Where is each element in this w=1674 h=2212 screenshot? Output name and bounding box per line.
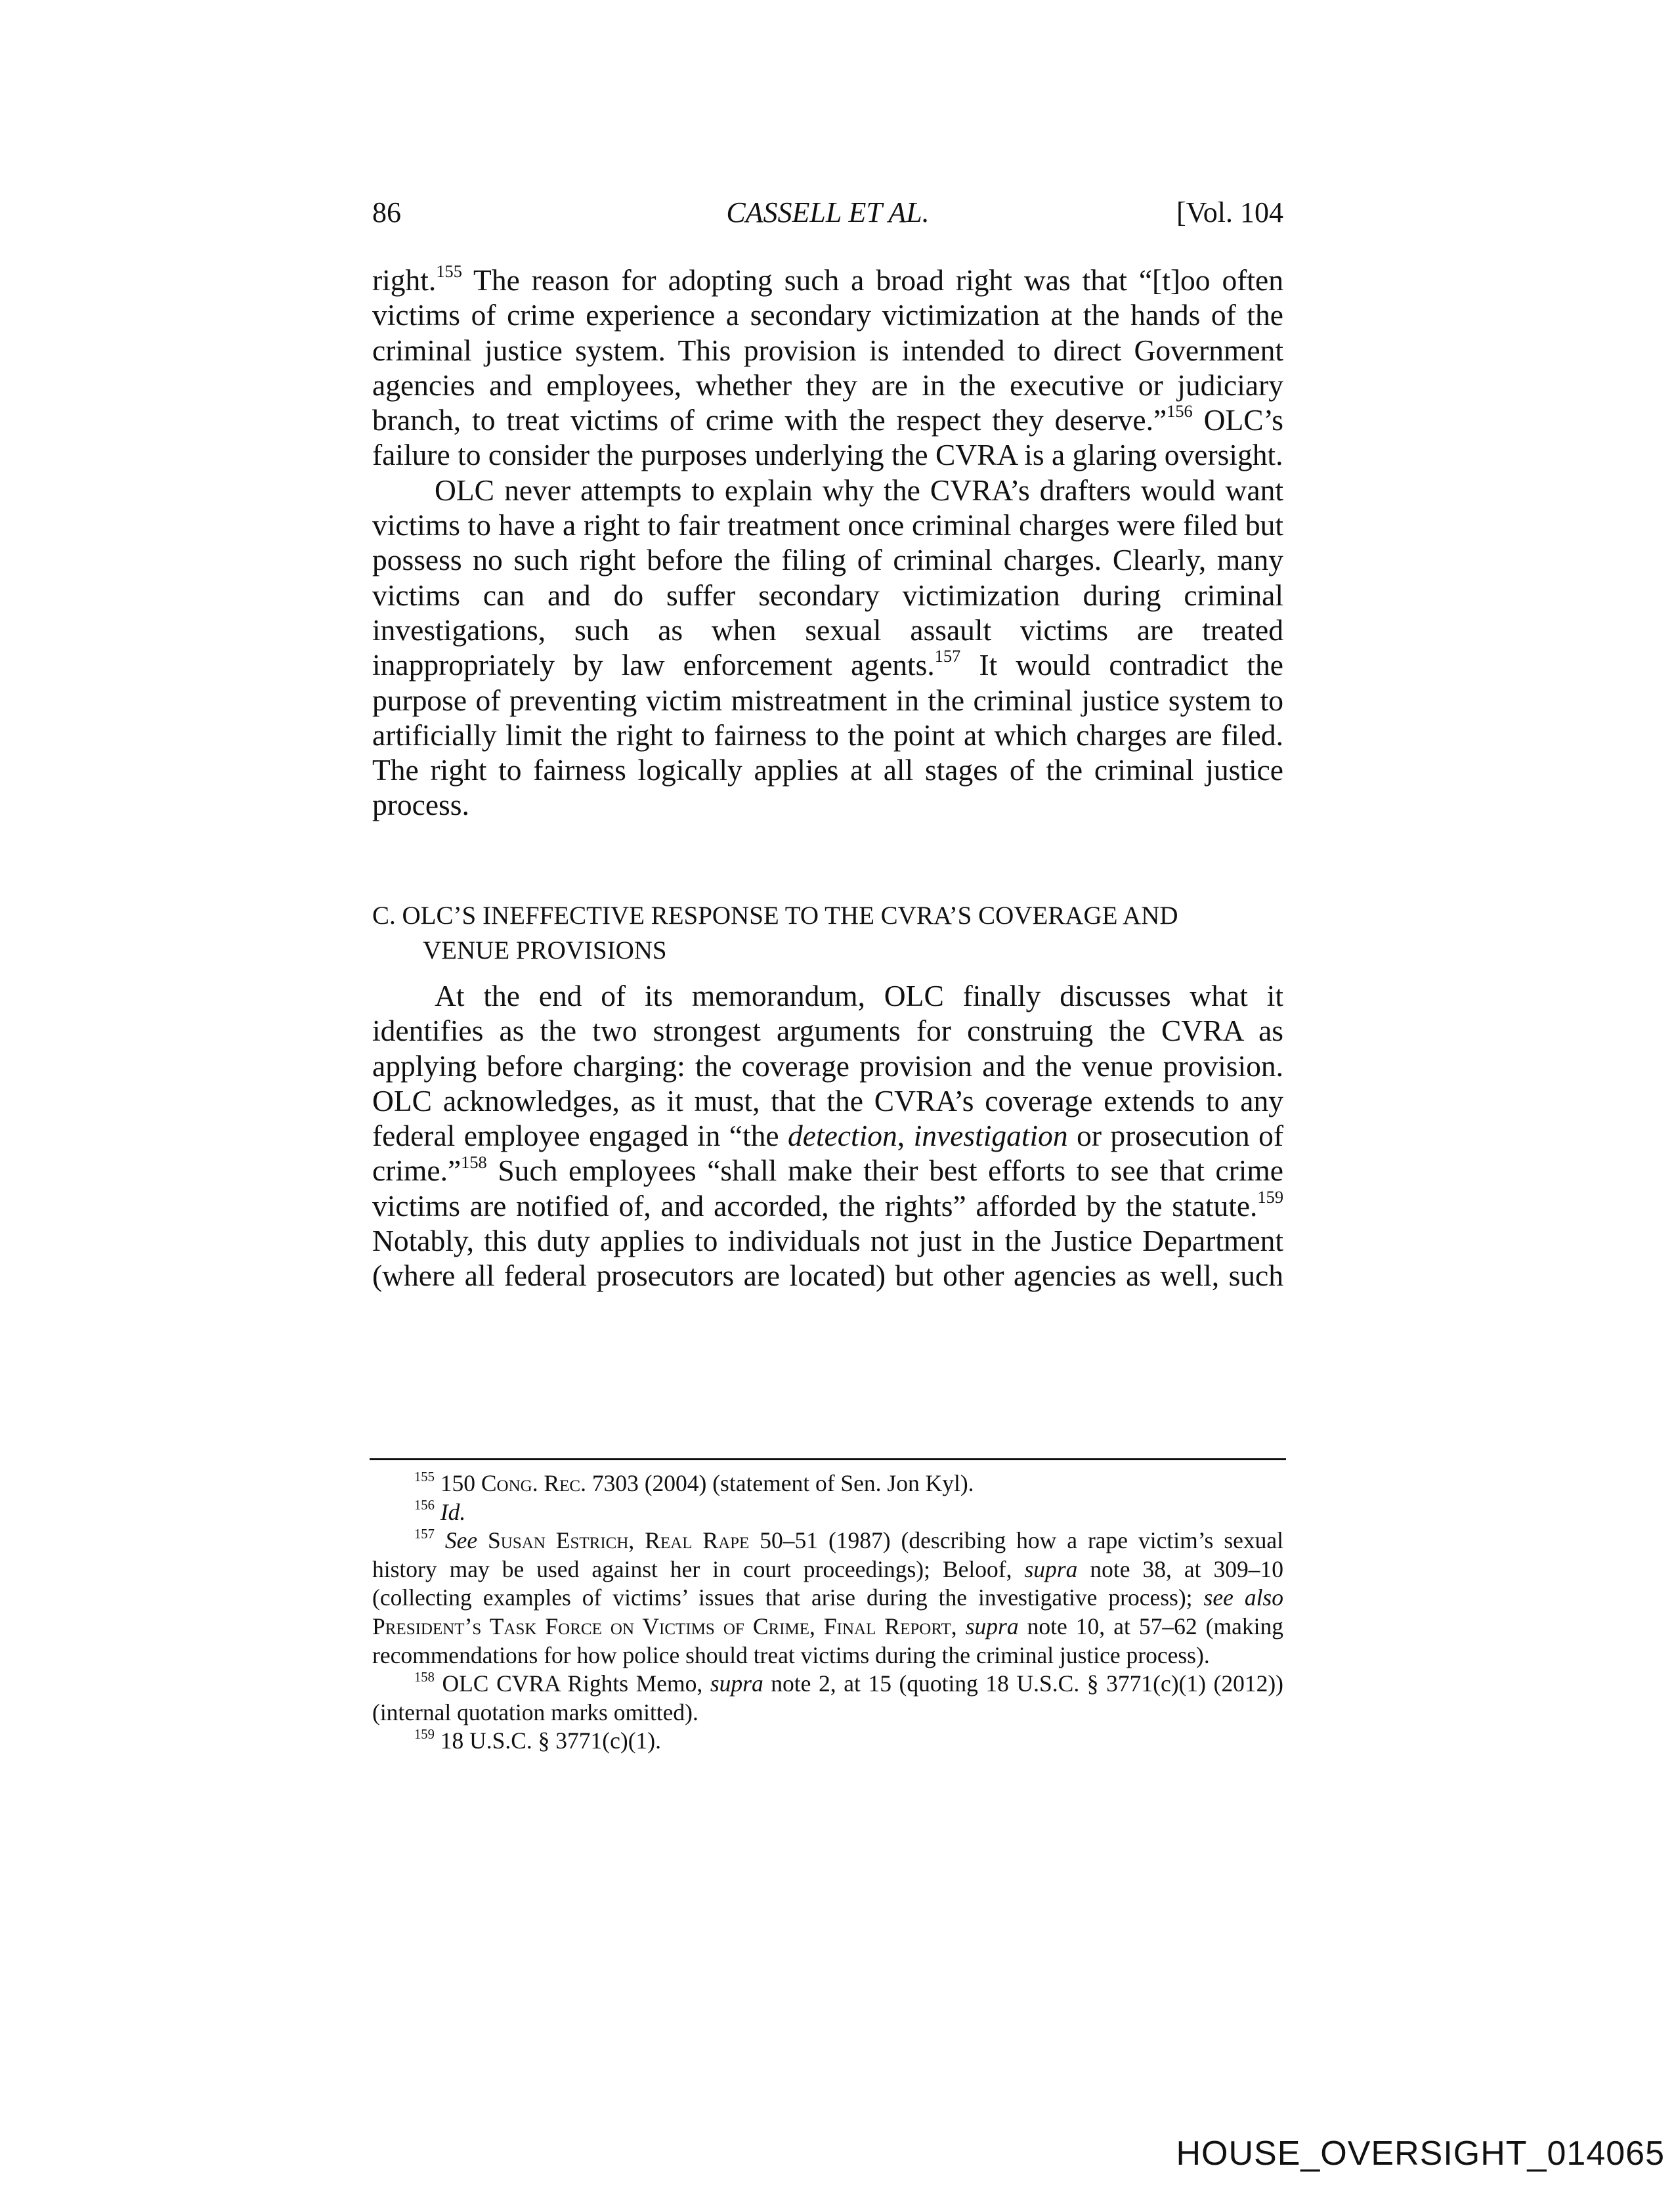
footnote-ref: 159 — [1257, 1187, 1283, 1207]
volume-label: [Vol. 104 — [1176, 196, 1283, 228]
footnote-ref: 155 — [436, 261, 462, 282]
footnote-159: $^{159}$ 18 U.S.C. § 3771(c)(1). — [414, 1727, 661, 1754]
footnote-ref: 158 — [461, 1152, 487, 1172]
footnote-157: $^{157}$ See Susan Estrich, Real Rape 50–51 (1987) (describing how a rape victim’s sexual history may be used against her in court proceedings); Beloof, supra note 38, at 309–10 (collecting examples of victims’ issues that arise during the investigative process); see also President’s Task Force on Victims of Crime, Final Report, supra note 10, at 57–62 (making recommendations for how police should treat victims during the criminal justice process). — [372, 1527, 1284, 1668]
paragraph-3: At the end of its memorandum, OLC finally discusses what it identifies as the two strongest arguments for construing the CVRA as applying before charging: the coverage provision and the venue provision. OLC acknowledges, as it must, that the CVRA’s coverage extends to any federal employee engaged in “the detection, investigation or prosecution of crime.”$^{158}$ Such employees “shall make their best efforts to see that crime victims are notified of, and accorded, the rights” afforded by the statute.$^{159}$ Notably, this duty applies to individuals not just in the Justice Department (where all federal prosecutors are located) but other agencies as well, such — [372, 979, 1283, 1293]
running-header — [372, 196, 1283, 235]
footnote-155: $^{155}$ 150 Cong. Rec. 7303 (2004) (statement of Sen. Jon Kyl). — [414, 1469, 974, 1496]
footnote-ref: 156 — [1167, 401, 1193, 422]
body-text-top — [372, 263, 1283, 823]
section-heading: C. OLC’S INEFFECTIVE RESPONSE TO THE CVRA’S COVERAGE AND VENUE PROVISIONS — [372, 901, 1178, 965]
footnote-158: $^{158}$ OLC CVRA Rights Memo, supra note 2, at 15 (quoting 18 U.S.C. § 3771(c)(1) (2012)) (internal quotation marks omitted). — [372, 1670, 1284, 1725]
running-head: CASSELL ET AL. — [726, 196, 930, 228]
bates-watermark: HOUSE_OVERSIGHT_014065 — [1176, 2135, 1665, 2173]
paragraph-2: OLC never attempts to explain why the CVRA’s drafters would want victims to have a right to fair treatment once criminal charges were filed but possess no such right before the filing of criminal charges. Clearly, many victims can and do suffer secondary victimization during criminal investigations, such as when sexual assault victims are treated inappropriately by law enforcement agents.$^{157}$ It would contradict the purpose of preventing victim mistreatment in the criminal justice system to artificially limit the right to fairness to the point at which charges are filed. The right to fairness logically applies at all stages of the criminal justice process. — [372, 473, 1283, 822]
paragraph-1: right.$^{155}$ The reason for adopting such a broad right was that “[t]oo often victims of crime experience a secondary victimization at the hands of the criminal justice system. This provision is intended to direct Government agencies and employees, whether they are in the executive or judiciary branch, to treat victims of crime with the respect they deserve.”$^{156}$ OLC’s failure to consider the purposes underlying the CVRA is a glaring oversight. — [372, 261, 1283, 472]
footnotes — [372, 1469, 1283, 1756]
body-text-bottom — [372, 978, 1283, 1293]
footnote-divider — [370, 1458, 1286, 1460]
footnote-156: $^{156}$ Id. — [414, 1498, 466, 1525]
footnote-ref: 157 — [934, 646, 961, 666]
page-number: 86 — [372, 196, 401, 228]
